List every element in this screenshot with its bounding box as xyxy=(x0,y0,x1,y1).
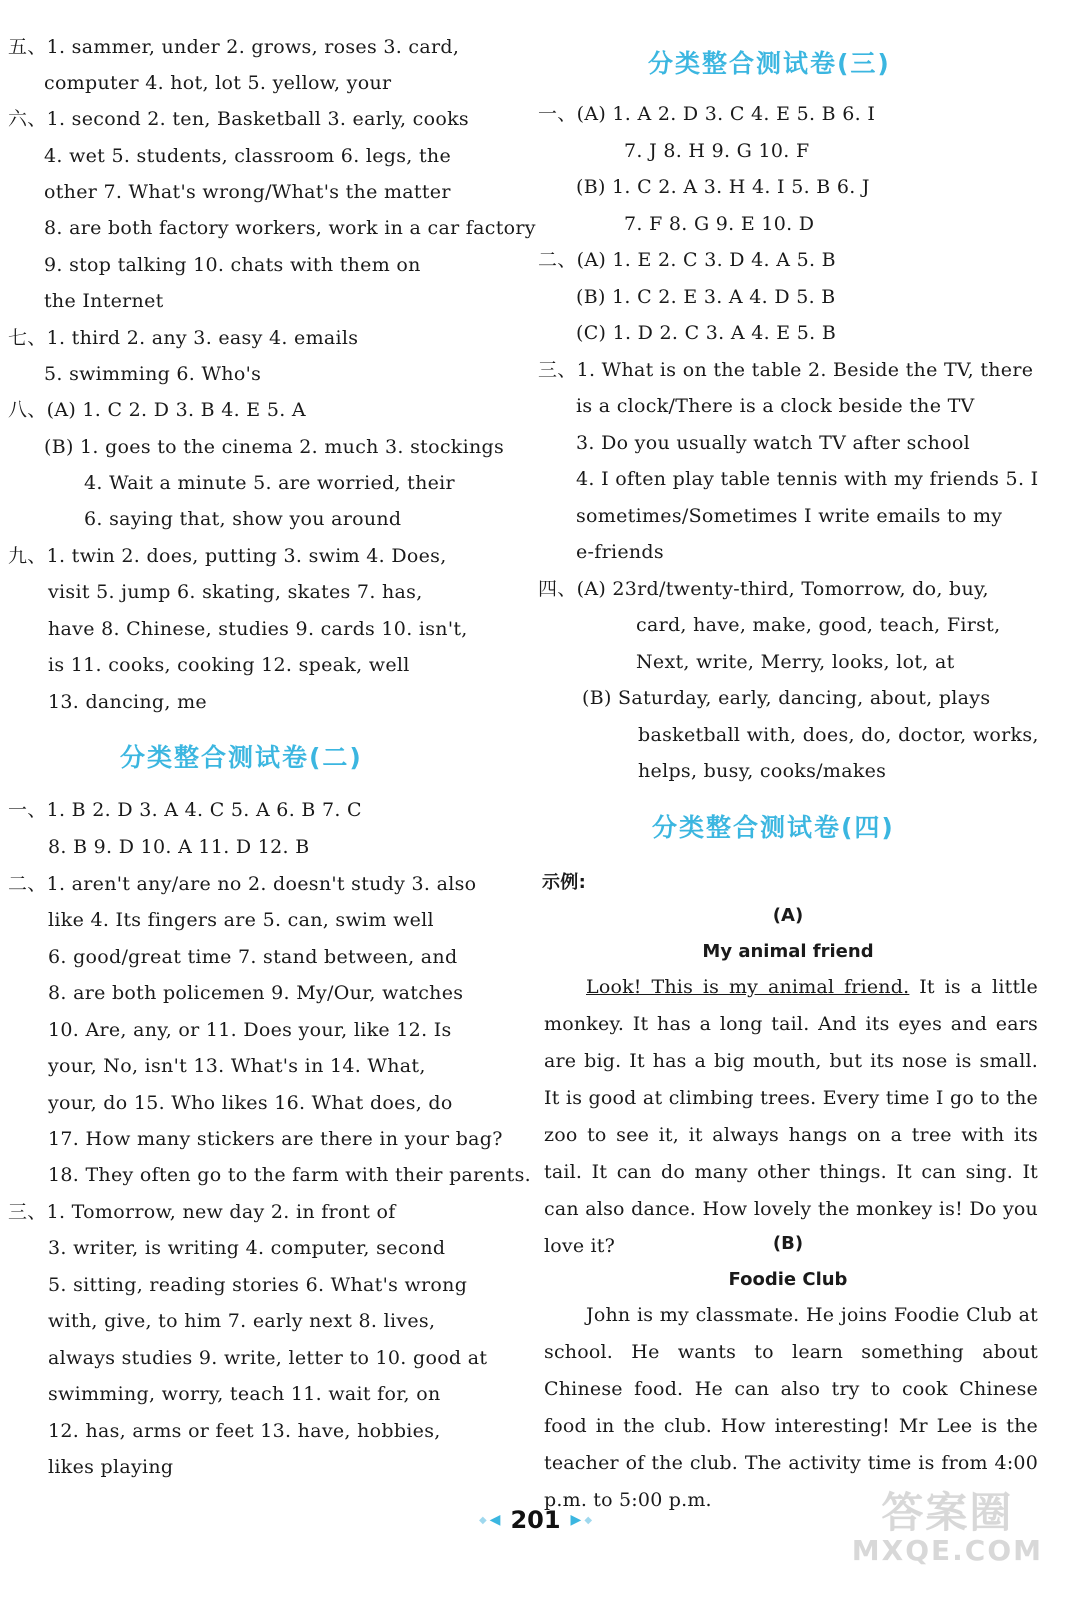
answer-line: 9. stop talking 10. chats with them on xyxy=(44,254,421,276)
answer-line: 二、(A) 1. E 2. C 3. D 4. A 5. B xyxy=(538,249,836,271)
answer-line: 七、1. third 2. any 3. easy 4. emails xyxy=(8,327,359,349)
answer-line: 四、(A) 23rd/twenty-third, Tomorrow, do, buy, xyxy=(538,578,989,600)
section-title-test-4: 分类整合测试卷(四) xyxy=(652,813,895,842)
page-number: 201 xyxy=(510,1506,561,1534)
answer-line: 17. How many stickers are there in your bag? xyxy=(48,1128,503,1150)
answer-line: the Internet xyxy=(44,290,164,312)
answer-line: (B) 1. C 2. E 3. A 4. D 5. B xyxy=(576,286,836,308)
answer-line: 一、(A) 1. A 2. D 3. C 4. E 5. B 6. I xyxy=(538,103,876,125)
answer-line: 18. They often go to the farm with their parents. xyxy=(48,1164,531,1186)
answer-line: 7. J 8. H 9. G 10. F xyxy=(624,140,810,162)
answer-line: likes playing xyxy=(48,1456,174,1478)
section-title-test-2: 分类整合测试卷(二) xyxy=(120,743,363,772)
arrow-right-icon: ▶ xyxy=(570,1512,582,1528)
answer-line: 二、1. aren't any/are no 2. doesn't study 3. also xyxy=(8,873,477,895)
answer-line: 八、(A) 1. C 2. D 3. B 4. E 5. A xyxy=(8,399,306,421)
answer-line: e-friends xyxy=(576,541,664,563)
essay-a-rest: It is a little monkey. It has a long tail. And its eyes and ears are big. It has a big mouth, but its nose is small. It is good at climbing trees. Every time I go to the zoo to see it, it always hangs on a tree with its tail. It can do many other things. It can sing. It can also dance. How lovely the monkey is! Do you love it? xyxy=(544,976,1039,1257)
answer-line: 8. B 9. D 10. A 11. D 12. B xyxy=(48,836,310,858)
answer-line: (B) 1. C 2. A 3. H 4. I 5. B 6. J xyxy=(576,176,870,198)
answer-line: 五、1. sammer, under 2. grows, roses 3. card, xyxy=(8,36,460,58)
answer-line: visit 5. jump 6. skating, skates 7. has, xyxy=(48,581,423,603)
answer-line: swimming, worry, teach 11. wait for, on xyxy=(48,1383,441,1405)
answer-line: 8. are both policemen 9. My/Our, watches xyxy=(48,982,464,1004)
answer-line: 4. Wait a minute 5. are worried, their xyxy=(84,472,455,494)
answer-line: helps, busy, cooks/makes xyxy=(638,760,887,782)
answer-line: 4. I often play table tennis with my friends 5. I xyxy=(576,468,1039,490)
answer-line: 六、1. second 2. ten, Basketball 3. early, cooks xyxy=(8,108,469,130)
answer-line: (B) Saturday, early, dancing, about, plays xyxy=(582,687,991,709)
answer-line: 8. are both factory workers, work in a car factory xyxy=(44,217,536,239)
answer-line: 一、1. B 2. D 3. A 4. C 5. A 6. B 7. C xyxy=(8,799,362,821)
essay-a-underlined: Look! This is my animal friend. xyxy=(586,976,910,998)
answer-line: 6. good/great time 7. stand between, and xyxy=(48,946,458,968)
answer-line: 10. Are, any, or 11. Does your, like 12. Is xyxy=(48,1019,452,1041)
watermark xyxy=(852,1480,1043,1567)
answer-line: your, do 15. Who likes 16. What does, do xyxy=(48,1092,453,1114)
dot-right-icon: ◆ xyxy=(584,1514,593,1526)
answer-line: always studies 9. write, letter to 10. good at xyxy=(48,1347,488,1369)
example-label: 示例: xyxy=(542,872,587,893)
essay-b-title: Foodie Club xyxy=(728,1269,848,1290)
dot-left-icon: ◆ xyxy=(478,1514,487,1526)
answer-line: 7. F 8. G 9. E 10. D xyxy=(624,213,815,235)
answer-line: 九、1. twin 2. does, putting 3. swim 4. Does, xyxy=(8,545,447,567)
watermark-text: 答案圈 xyxy=(881,1488,1014,1537)
arrow-left-icon: ◀ xyxy=(489,1512,501,1528)
answer-line: 三、1. What is on the table 2. Beside the TV, there xyxy=(538,359,1034,381)
answer-line: (C) 1. D 2. C 3. A 4. E 5. B xyxy=(576,322,837,344)
answer-line: like 4. Its fingers are 5. can, swim well xyxy=(48,909,434,931)
answer-line: other 7. What's wrong/What's the matter xyxy=(44,181,451,203)
answer-line: 5. sitting, reading stories 6. What's wrong xyxy=(48,1274,468,1296)
essay-a-title: My animal friend xyxy=(702,941,874,962)
answer-line: have 8. Chinese, studies 9. cards 10. isn't, xyxy=(48,618,468,640)
section-title-test-3: 分类整合测试卷(三) xyxy=(648,49,891,78)
answer-line: 三、1. Tomorrow, new day 2. in front of xyxy=(8,1201,396,1223)
answer-line: 4. wet 5. students, classroom 6. legs, the xyxy=(44,145,452,167)
watermark-url: MXQE.COM xyxy=(851,1534,1043,1567)
answer-line: is 11. cooks, cooking 12. speak, well xyxy=(48,654,410,676)
answer-line: Next, write, Merry, looks, lot, at xyxy=(636,651,955,673)
answer-line: 5. swimming 6. Who's xyxy=(44,363,262,385)
answer-line: 3. writer, is writing 4. computer, second xyxy=(48,1237,446,1259)
answer-line: your, No, isn't 13. What's in 14. What, xyxy=(48,1055,426,1077)
answer-line: card, have, make, good, teach, First, xyxy=(636,614,1001,636)
answer-line: is a clock/There is a clock beside the TV xyxy=(576,395,975,417)
answer-line: 6. saying that, show you around xyxy=(84,508,402,530)
answer-line: 13. dancing, me xyxy=(48,691,207,713)
essay-b-label: (B) xyxy=(772,1233,804,1254)
essay-a-body xyxy=(544,969,1038,1265)
answer-line: with, give, to him 7. early next 8. lives, xyxy=(48,1310,436,1332)
answer-line: computer 4. hot, lot 5. yellow, your xyxy=(44,72,392,94)
essay-a-label: (A) xyxy=(772,905,804,926)
answer-line: 3. Do you usually watch TV after school xyxy=(576,432,971,454)
answer-line: sometimes/Sometimes I write emails to my xyxy=(576,505,1003,527)
answer-line: 12. has, arms or feet 13. have, hobbies, xyxy=(48,1420,441,1442)
answer-line: (B) 1. goes to the cinema 2. much 3. stockings xyxy=(44,436,504,458)
essay-b-body: John is my classmate. He joins Foodie Club at school. He wants to learn something about Chinese food. He can also try to cook Chinese food in the club. How interesting! Mr Lee is the teacher of the club. The activity time is from 4:00 p.m. to 5:00 p.m. xyxy=(544,1304,1038,1511)
answer-line: basketball with, does, do, doctor, works, xyxy=(638,724,1039,746)
